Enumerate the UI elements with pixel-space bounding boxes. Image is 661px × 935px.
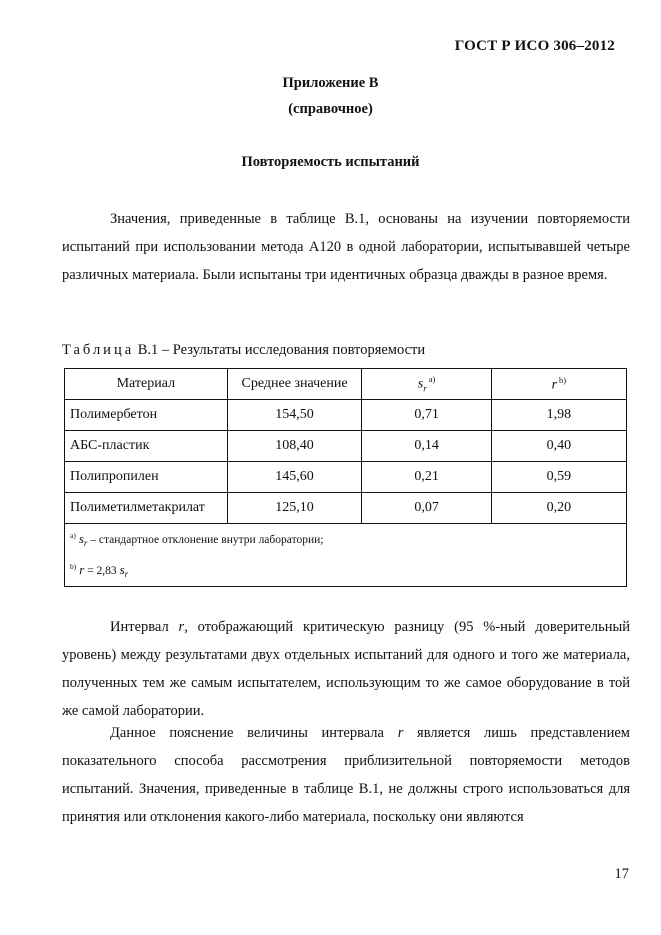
para3-symbol: r [397,725,404,741]
header-r-symbol: r [551,377,558,393]
header-sr-sub: r [423,383,427,394]
table-row [65,462,627,493]
header-sr-mark: a) [428,374,436,385]
note-a-mark: a) [70,531,76,540]
cell-mean: 145,60 [227,462,362,493]
note-b-symbol2: s [119,561,125,577]
cell-sr: 0,07 [362,493,491,524]
paragraph-intro: Значения, приведенные в таблице В.1, основаны на изучении повторяемости испытаний при использовании метода А120 в одной лаборатории, испытывавшей четыре различных материала. Были испытаны три идентичных образца дважды в разное время. [62,211,630,283]
cell-mean: 108,40 [227,431,362,462]
results-table [64,368,627,587]
header-sr-symbol: s [417,376,424,392]
annex-title: Приложение В [282,75,379,91]
document-code: ГОСТ Р ИСО 306–2012 [454,38,615,54]
cell-sr: 0,14 [362,431,491,462]
header-r [491,369,626,400]
table-caption-text: В.1 – Результаты исследования повторяемости [134,342,426,358]
page-number: 17 [614,866,629,882]
table-row [65,431,627,462]
paragraph-interval [62,613,630,725]
para2-rest: , отображающий критическую разницу (95 %-ный доверительный уровень) между результатами двух отдельных испытаний для одного и того же материала, полученных тем же самым испытателем, использующим то же самое оборудование в той же самой лаборатории. [62,619,630,719]
header-mean: Среднее значение [227,369,362,400]
note-b-sub: r [124,569,129,580]
cell-r: 0,40 [491,431,626,462]
table-caption [62,342,425,359]
table-row [65,493,627,524]
annex-type: (справочное) [288,101,373,117]
header-sr [362,369,491,400]
cell-sr: 0,21 [362,462,491,493]
note-b-eq: = 2,83 [84,564,120,577]
cell-r: 1,98 [491,400,626,431]
cell-mean: 125,10 [227,493,362,524]
header-r-mark: b) [559,374,567,385]
cell-mean: 154,50 [227,400,362,431]
table-notes [65,524,627,587]
cell-sr: 0,71 [362,400,491,431]
table-row [65,400,627,431]
paragraph-explanation [62,719,630,831]
note-a [70,524,621,555]
cell-material: Полипропилен [65,462,228,493]
cell-r: 0,20 [491,493,626,524]
cell-material: Полимербетон [65,400,228,431]
note-a-sub: r [83,538,88,549]
table-notes-row [65,524,627,587]
note-b-mark: b) [70,562,77,572]
para3-rest: является лишь представлением показательного способа рассмотрения приблизительной повторяемости методов испытаний. Значения, приведенные в таблице В.1, не должны строго использоваться для принятия или отклонения какого-либо материала, поскольку они являются [62,725,630,825]
section-title: Повторяемость испытаний [241,154,420,170]
table-caption-label: Таблица [62,342,135,358]
cell-material: Полиметилметакрилат [65,493,228,524]
para2-symbol: r [178,619,185,635]
cell-material: АБС-пластик [65,431,228,462]
para2-prefix: Интервал [110,619,179,635]
note-a-symbol: s [78,530,84,546]
table-header-row [65,369,627,400]
header-material: Материал [65,369,228,400]
cell-r: 0,59 [491,462,626,493]
note-b [70,555,621,586]
para3-prefix: Данное пояснение величины интервала [110,725,398,741]
note-a-text: – стандартное отклонение внутри лаборатории; [87,533,324,546]
note-b-symbol: r [79,561,85,577]
